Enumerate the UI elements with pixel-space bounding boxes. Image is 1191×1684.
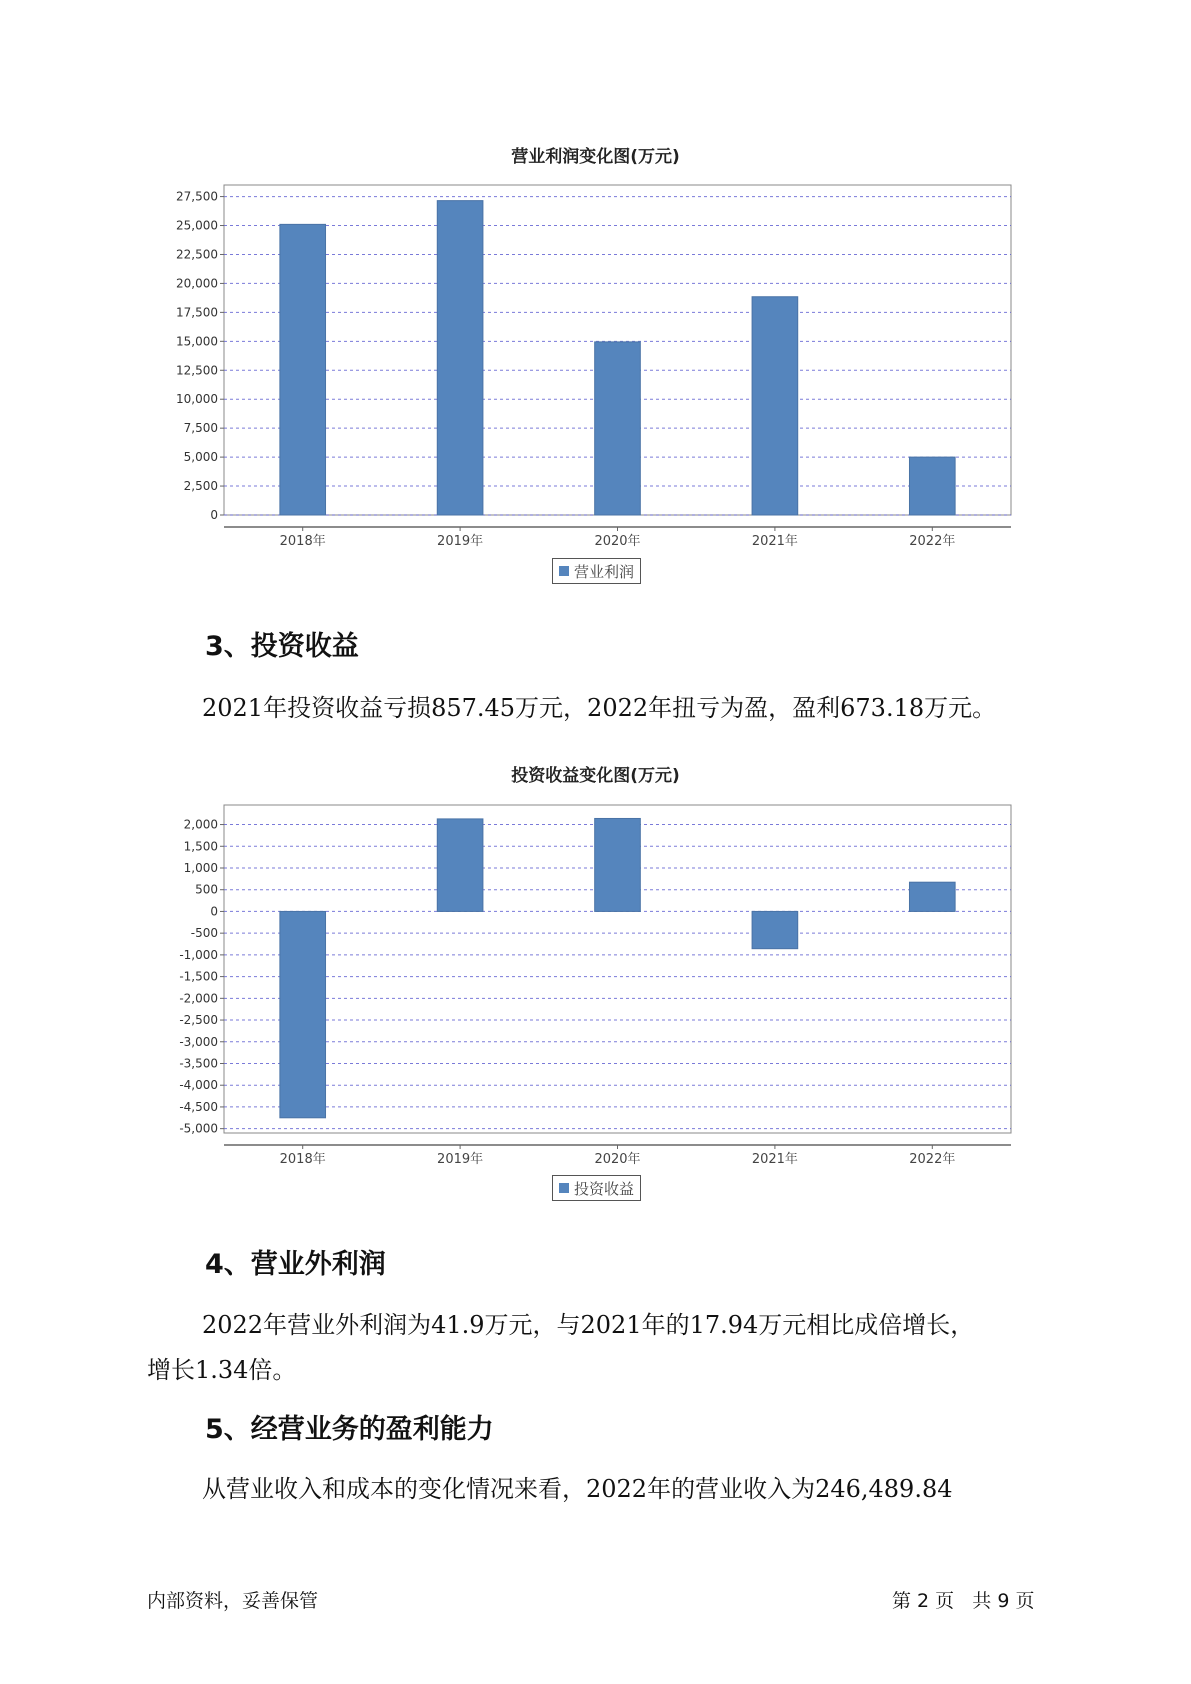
x-tick-label: 2020年	[594, 1152, 641, 1167]
x-tick-label: 2021年	[751, 534, 798, 549]
bar	[909, 882, 955, 911]
bar	[280, 911, 326, 1117]
legend-label: 营业利润	[574, 562, 635, 581]
y-tick-label: -2,500	[179, 1013, 218, 1028]
legend-swatch	[559, 1183, 569, 1193]
section-heading-profitability: 5、经营业务的盈利能力	[205, 1414, 494, 1445]
y-tick-label: 0	[210, 904, 218, 919]
y-tick-label: 0	[210, 508, 218, 522]
x-tick-label: 2018年	[279, 534, 326, 549]
y-tick-label: 20,000	[176, 276, 218, 291]
y-tick-label: -4,500	[179, 1099, 218, 1114]
section-heading-investment-income: 3、投资收益	[205, 631, 359, 662]
y-tick-label: -5,000	[179, 1121, 218, 1136]
chart-title-investment-income: 投资收益变化图(万元)	[511, 766, 680, 786]
y-tick-label: -1,500	[179, 969, 218, 984]
paragraph-non-operating-profit-line2: 增长1.34倍。	[147, 1356, 297, 1384]
x-tick-label: 2018年	[279, 1152, 326, 1167]
chart-title-operating-profit: 营业利润变化图(万元)	[511, 147, 680, 167]
bar	[752, 297, 798, 515]
y-tick-label: -3,000	[179, 1034, 218, 1049]
legend-investment-income	[552, 1175, 641, 1201]
y-tick-label: -1,000	[179, 947, 218, 962]
x-tick-label: 2021年	[751, 1152, 798, 1167]
y-tick-label: 25,000	[176, 218, 218, 233]
y-tick-label: 15,000	[176, 334, 218, 349]
chart-operating-profit	[0, 180, 1191, 549]
y-tick-label: 1,000	[183, 860, 218, 875]
y-tick-label: 10,000	[176, 392, 218, 407]
x-tick-label: 2022年	[909, 1152, 956, 1167]
bar	[909, 457, 955, 515]
legend-operating-profit	[552, 558, 641, 584]
bar	[280, 224, 326, 515]
x-tick-label: 2019年	[437, 534, 484, 549]
y-tick-label: -3,500	[179, 1056, 218, 1071]
legend-swatch	[559, 566, 569, 576]
y-tick-label: -4,000	[179, 1078, 218, 1093]
y-tick-label: 2,500	[183, 479, 218, 494]
section-heading-non-operating-profit: 4、营业外利润	[205, 1249, 386, 1280]
bar	[595, 342, 641, 515]
footer-confidential-note: 内部资料，妥善保管	[147, 1590, 319, 1612]
y-tick-label: -2,000	[179, 991, 218, 1006]
y-tick-label: -500	[190, 926, 218, 941]
x-tick-label: 2022年	[909, 534, 956, 549]
y-tick-label: 500	[195, 882, 218, 897]
y-tick-label: 1,500	[183, 839, 218, 854]
y-tick-label: 17,500	[176, 305, 218, 320]
y-tick-label: 5,000	[183, 450, 218, 465]
bar	[595, 818, 641, 911]
bar	[437, 819, 483, 912]
y-tick-label: 7,500	[183, 421, 218, 436]
legend-label: 投资收益	[574, 1179, 635, 1198]
x-tick-label: 2019年	[437, 1152, 484, 1167]
x-tick-label: 2020年	[594, 534, 641, 549]
y-tick-label: 22,500	[176, 247, 218, 262]
paragraph-non-operating-profit-line1: 2022年营业外利润为41.9万元，与2021年的17.94万元相比成倍增长，	[202, 1311, 975, 1339]
footer-page-number: 第 2 页 共 9 页	[892, 1590, 1035, 1612]
y-tick-label: 12,500	[176, 363, 218, 378]
paragraph-investment-income: 2021年投资收益亏损857.45万元，2022年扭亏为盈，盈利673.18万元。	[202, 694, 997, 722]
y-tick-label: 2,000	[183, 817, 218, 832]
y-tick-label: 27,500	[176, 189, 218, 204]
bar	[752, 911, 798, 948]
paragraph-profitability: 从营业收入和成本的变化情况来看，2022年的营业收入为246,489.84	[202, 1475, 953, 1503]
chart-investment-income	[0, 800, 1191, 1167]
bar	[437, 201, 483, 515]
